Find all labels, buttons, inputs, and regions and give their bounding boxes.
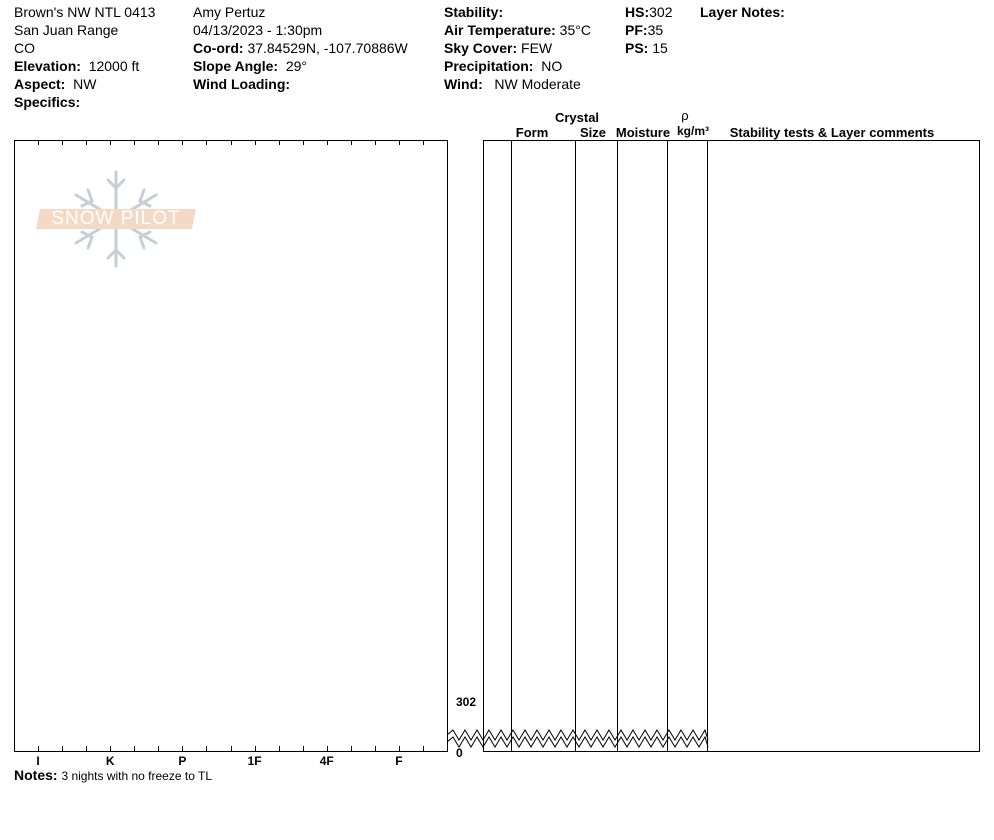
observation-datetime: 04/13/2023 - 1:30pm — [193, 22, 323, 38]
elevation-label: Elevation: — [14, 58, 81, 74]
ps-label: PS: — [625, 40, 649, 56]
sky-label: Sky Cover: — [444, 40, 518, 56]
density-symbol: ρ — [681, 108, 689, 123]
hardness-tick-label: K — [105, 754, 115, 768]
state: CO — [14, 40, 35, 56]
coord-value: 37.84529N, -107.70886W — [247, 40, 408, 56]
coord-label: Co-ord: — [193, 40, 244, 56]
hardness-tick-label: F — [395, 754, 403, 768]
form-header: Form — [515, 125, 549, 140]
observer-name: Amy Pertuz — [193, 4, 266, 20]
hs-value: 302 — [649, 4, 673, 20]
hardness-tick-label: 1F — [247, 754, 262, 768]
hardness-tick-label: P — [178, 754, 187, 768]
notes-text: 3 nights with no freeze to TL — [61, 769, 212, 783]
depth-bottom-label: 0 — [456, 746, 463, 760]
snow-pilot-logo-text: SNOW PILOT — [51, 208, 181, 229]
size-header: Size — [579, 125, 606, 140]
pf-label: PF: — [625, 22, 648, 38]
wind-label: Wind: — [444, 76, 483, 92]
air-temp-value: 35°C — [559, 22, 591, 38]
specifics-label: Specifics: — [14, 94, 81, 110]
hardness-tick-label: I — [36, 754, 40, 768]
air-temp-label: Air Temperature: — [444, 22, 556, 38]
precip-label: Precipitation: — [444, 58, 534, 74]
moisture-header: Moisture — [615, 125, 671, 140]
hardness-tick-label: 4F — [319, 754, 334, 768]
precip-value: NO — [541, 58, 563, 74]
location-name: Brown's NW NTL 0413 — [14, 4, 156, 20]
depth-top-label: 302 — [456, 695, 477, 709]
density-unit: kg/m³ — [676, 124, 709, 138]
slope-value: 29° — [285, 58, 307, 74]
ps-value: 15 — [652, 40, 668, 56]
stability-label: Stability: — [444, 4, 504, 20]
wind-loading-label: Wind Loading: — [193, 76, 291, 92]
pf-value: 35 — [647, 22, 664, 38]
aspect-value: NW — [73, 76, 97, 92]
crystal-header: Crystal — [554, 110, 600, 125]
wind-value: NW Moderate — [494, 76, 581, 92]
sky-value: FEW — [521, 40, 553, 56]
hs-label: HS: — [625, 4, 650, 20]
notes-label: Notes: — [14, 767, 58, 783]
elevation-value: 12000 ft — [88, 58, 140, 74]
notes — [14, 766, 212, 785]
layer-notes-label: Layer Notes: — [700, 4, 785, 20]
comments-header: Stability tests & Layer comments — [729, 125, 935, 140]
aspect-label: Aspect: — [14, 76, 66, 92]
mountain-range: San Juan Range — [14, 22, 119, 38]
slope-label: Slope Angle: — [193, 58, 279, 74]
